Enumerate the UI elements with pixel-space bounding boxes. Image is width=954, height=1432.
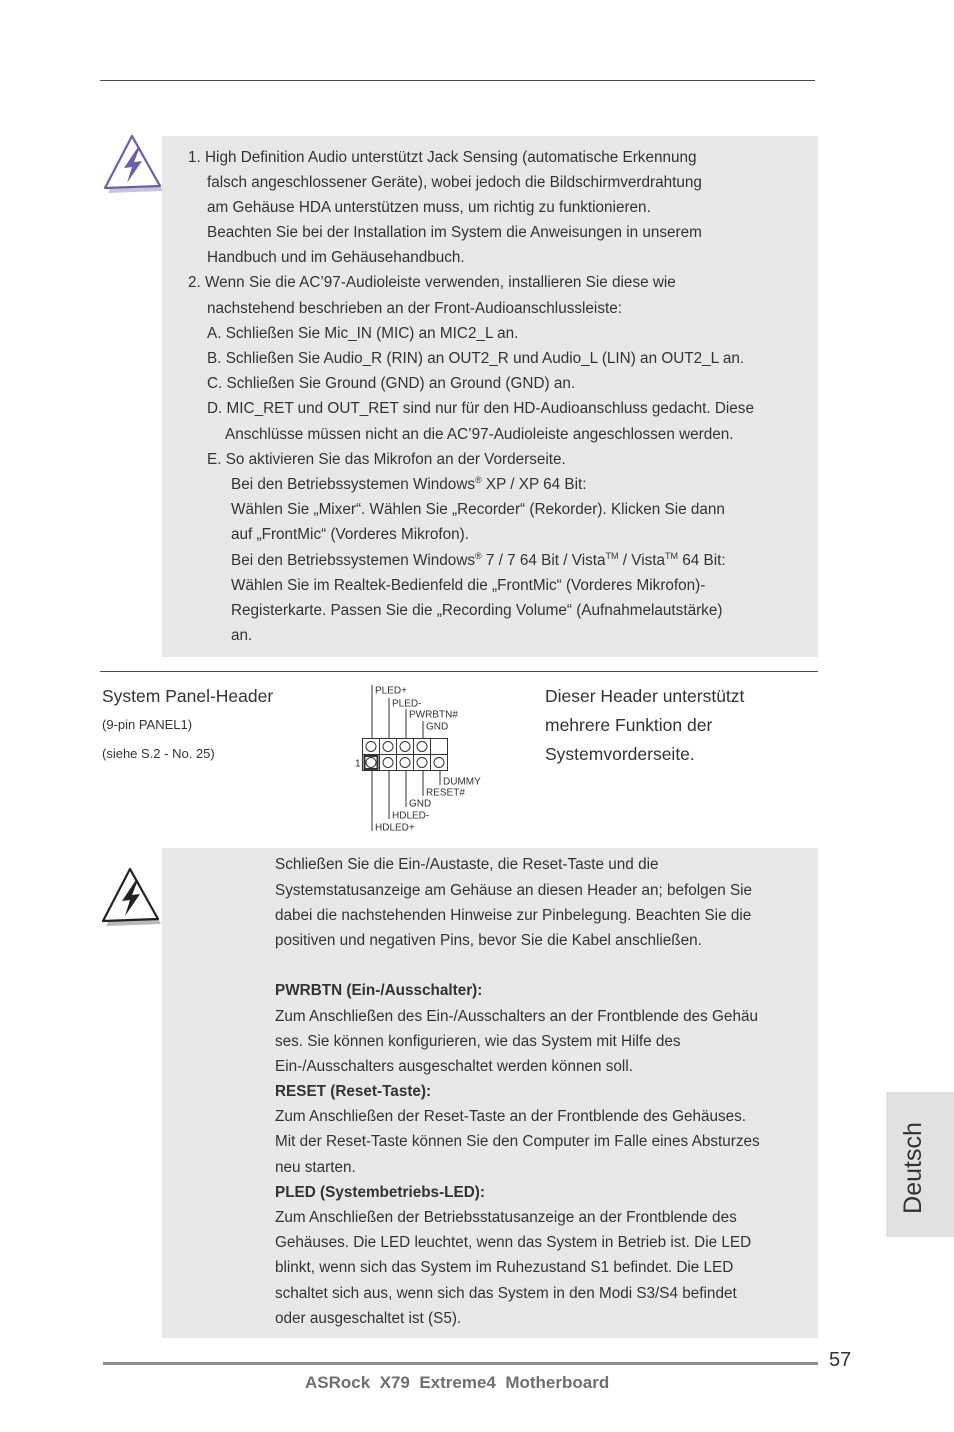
note-line: ses. Sie können konfigurieren, wie das System mit Hilfe des — [275, 1032, 681, 1050]
note-line: falsch angeschlossener Geräte), wobei jedoch die Bildschirmverdrahtung — [207, 173, 702, 191]
os-version: XP / XP 64 Bit: — [481, 475, 587, 493]
note-line: an. — [231, 627, 253, 645]
page-number: 57 — [829, 1349, 852, 1371]
note-line: Anschlüsse müssen nicht an die AC’97-Audioleiste angeschlossen werden. — [225, 425, 734, 443]
note-line: Zum Anschließen der Betriebsstatusanzeige an der Frontblende des — [275, 1209, 737, 1227]
windows-7-line — [162, 548, 818, 573]
top-rule — [100, 80, 815, 81]
os-prefix: Bei den Betriebssystemen Windows — [231, 475, 476, 493]
pin — [417, 742, 427, 752]
step-e: E. So aktivieren Sie das Mikrofon an der Vorderseite. — [207, 450, 566, 468]
page-reference: (siehe S.2 - No. 25) — [102, 746, 215, 761]
pin — [400, 758, 410, 768]
footer-rule — [103, 1362, 818, 1365]
pin-label-gnd-top: GND — [426, 721, 449, 733]
pin-label-pwrbtn: PWRBTN# — [409, 709, 458, 721]
panel-note-box — [162, 848, 818, 1338]
note-line: Gehäuses. Die LED leuchtet, wenn das System in Betrieb ist. Die LED — [275, 1234, 752, 1252]
pin-label-reset: RESET# — [426, 787, 465, 799]
step-c: C. Schließen Sie Ground (GND) an Ground (GND) an. — [207, 375, 576, 393]
note-line: Zum Anschließen der Reset-Taste an der Frontblende des Gehäuses. — [275, 1108, 747, 1126]
pin — [366, 758, 376, 768]
trademark: TM — [605, 550, 619, 561]
note-line: Mit der Reset-Taste können Sie den Computer im Falle eines Absturzes — [275, 1133, 760, 1151]
pins-label: (9-pin PANEL1) — [102, 717, 193, 732]
pin-label-dummy: DUMMY — [443, 776, 481, 788]
os-version: / Vista — [618, 551, 666, 569]
windows-xp-line — [162, 472, 818, 497]
note-line: positiven und negativen Pins, bevor Sie die Kabel anschließen. — [275, 931, 702, 949]
note-line: Systemstatusanzeige am Gehäuse an diesen Header an; befolgen Sie — [275, 881, 753, 899]
language-tab — [886, 1092, 954, 1237]
note-line: blinkt, wenn sich das System im Ruhezustand S1 befindet. Die LED — [275, 1259, 734, 1277]
pin — [383, 758, 393, 768]
note-line: Wählen Sie „Mixer“. Wählen Sie „Recorder“ (Rekorder). Klicken Sie dann — [231, 501, 725, 519]
note-line: auf „FrontMic“ (Vorderes Mikrofon). — [231, 526, 470, 544]
os-version: 64 Bit: — [678, 551, 726, 569]
step-a: A. Schließen Sie Mic_IN (MIC) an MIC2_L an. — [207, 324, 519, 342]
blank-line — [162, 953, 818, 978]
pin — [417, 758, 427, 768]
step-d: D. MIC_RET und OUT_RET sind nur für den HD-Audioanschluss gedacht. Diese — [207, 400, 754, 418]
os-version: 7 / 7 64 Bit / Vista — [481, 551, 606, 569]
note-line: Zum Anschließen des Ein-/Ausschalters an der Frontblende des Gehäu — [275, 1007, 758, 1025]
pin-1-label: 1 — [355, 758, 361, 770]
note-line: Registerkarte. Passen Sie die „Recording Volume“ (Aufnahmelautstärke) — [231, 601, 723, 619]
os-prefix: Bei den Betriebssystemen Windows — [231, 551, 476, 569]
note-line: Schließen Sie die Ein-/Austaste, die Reset-Taste und die — [275, 856, 659, 874]
section-title: System Panel-Header — [102, 686, 274, 706]
pin — [366, 742, 376, 752]
section-rule — [100, 671, 818, 672]
note-line: dabei die nachstehenden Hinweise zur Pinbelegung. Beachten Sie die — [275, 906, 752, 924]
note-line: Wählen Sie im Realtek-Bedienfeld die „FrontMic“ (Vorderes Mikrofon)- — [231, 576, 706, 594]
reset-heading: RESET (Reset-Taste): — [275, 1083, 432, 1101]
footer-product-name: ASRock X79 Extreme4 Motherboard — [305, 1373, 610, 1392]
note-item-2: 2. Wenn Sie die AC’97-Audioleiste verwenden, installieren Sie diese wie — [188, 274, 676, 292]
note-line: am Gehäuse HDA unterstützen muss, um richtig zu funktionieren. — [207, 198, 651, 216]
pin-label-gnd-bottom: GND — [409, 798, 432, 810]
registered-mark: ® — [475, 550, 482, 561]
note-line: nachstehend beschrieben an der Front-Audioanschlussleiste: — [207, 299, 622, 317]
pin-label-pled-minus: PLED- — [392, 698, 422, 710]
pin-label-hdled-plus: HDLED+ — [375, 822, 415, 834]
pin — [383, 742, 393, 752]
pwrbtn-heading: PWRBTN (Ein-/Ausschalter): — [275, 982, 483, 1000]
note-item-1: 1. High Definition Audio unterstützt Jack Sensing (automatische Erkennung — [188, 148, 697, 166]
pled-heading: PLED (Systembetriebs-LED): — [275, 1183, 485, 1201]
pin — [434, 758, 444, 768]
warning-icon — [99, 866, 163, 928]
note-line: oder ausgeschaltet ist (S5). — [275, 1309, 462, 1327]
note-line: schaltet sich aus, wenn sich das System in den Modi S3/S4 befindet — [275, 1284, 737, 1302]
note-line: neu starten. — [275, 1158, 356, 1176]
warning-icon — [101, 133, 165, 195]
section-description: Systemvorderseite. — [545, 744, 695, 764]
section-description: Dieser Header unterstützt — [545, 686, 745, 706]
language-tab-label: Deutsch — [899, 1122, 927, 1214]
step-b: B. Schließen Sie Audio_R (RIN) an OUT2_R und Audio_L (LIN) an OUT2_L an. — [207, 350, 745, 367]
panel-header-pin-diagram — [350, 680, 490, 836]
registered-mark: ® — [475, 474, 482, 485]
section-description: mehrere Funktion der — [545, 715, 713, 735]
audio-note-box — [162, 136, 818, 657]
trademark: TM — [665, 550, 679, 561]
pin — [400, 742, 410, 752]
note-line: Beachten Sie bei der Installation im System die Anweisungen in unserem — [207, 224, 702, 242]
pin-label-hdled-minus: HDLED- — [392, 810, 430, 822]
note-line: Ein-/Ausschalters ausgeschaltet werden können soll. — [275, 1057, 633, 1075]
note-line: Handbuch und im Gehäusehandbuch. — [207, 249, 465, 267]
pin-label-pled-plus: PLED+ — [375, 685, 407, 697]
